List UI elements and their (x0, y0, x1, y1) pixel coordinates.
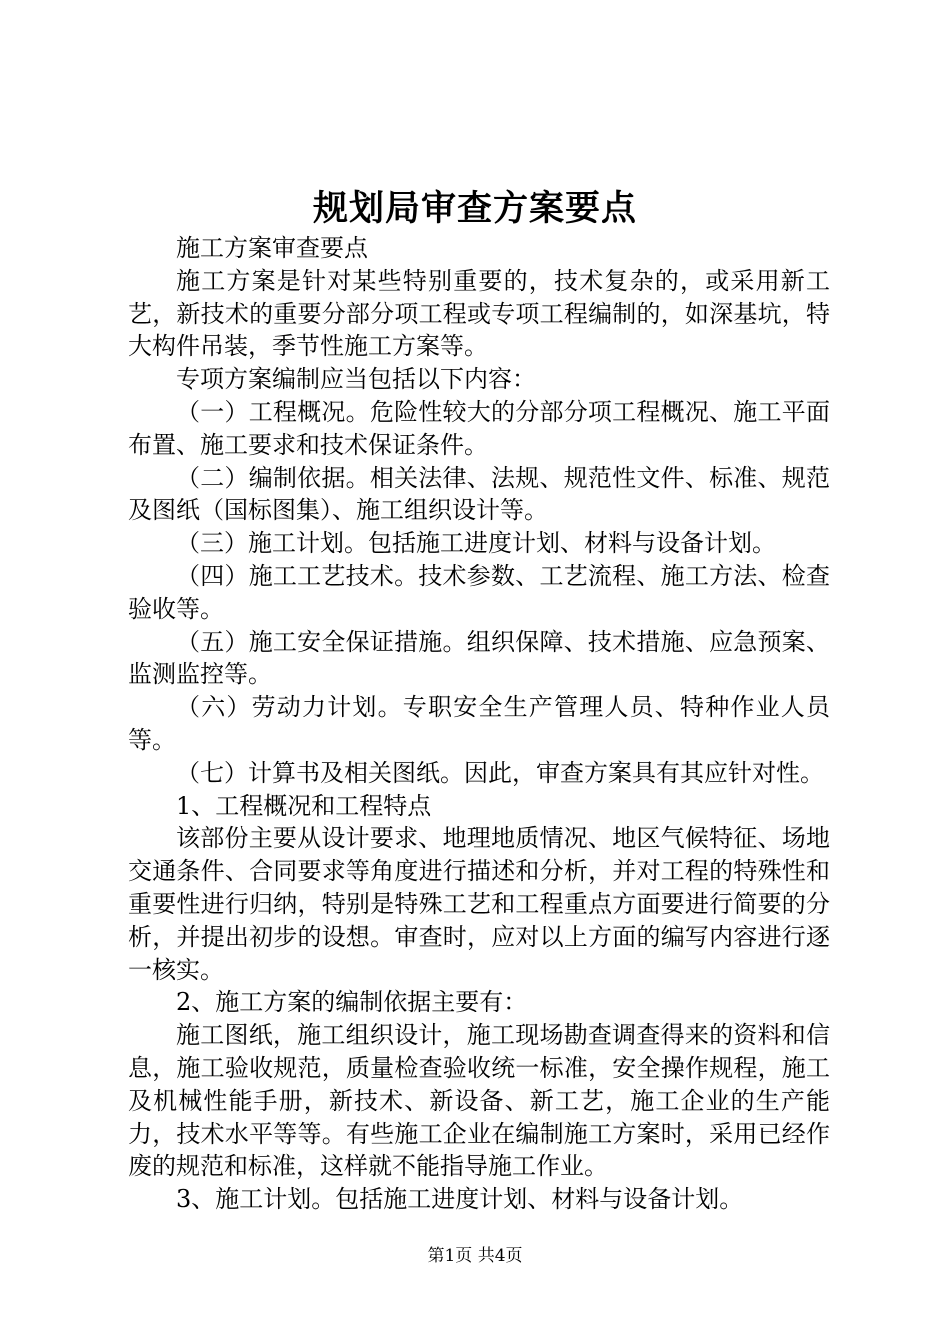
paragraph: 施工方案审查要点 (176, 234, 368, 262)
paragraph: 施工方案是针对某些特别重要的，技术复杂的，或采用新工艺，新技术的重要分部分项工程或专项工程编制的，如深基坑，特大构件吊装，季节性施工方案等。 (128, 266, 830, 361)
paragraph: 专项方案编制应当包括以下内容： (176, 365, 536, 394)
paragraph: 1、工程概况和工程特点 (176, 791, 432, 820)
paragraph: 该部份主要从设计要求、地理地质情况、地区气候特征、场地交通条件、合同要求等角度进行描述和分析，并对工程的特殊性和重要性进行归纳，特别是特殊工艺和工程重点方面要进行简要的分析，并提出初步的设想。审查时，应对以上方面的编写内容进行逐一核实。 (128, 824, 830, 984)
paragraph: （五）施工安全保证措施。组织保障、技术措施、应急预案、监测监控等。 (128, 627, 830, 689)
paragraph: （六）劳动力计划。专职安全生产管理人员、特种作业人员等。 (128, 693, 830, 754)
paragraph: （二）编制依据。相关法律、法规、规范性文件、标准、规范及图纸（国标图集）、施工组织设计等。 (128, 463, 830, 525)
paragraph: （七）计算书及相关图纸。因此，审查方案具有其应针对性。 (176, 758, 824, 787)
document-body (128, 232, 830, 1216)
paragraph: （四）施工工艺技术。技术参数、工艺流程、施工方法、检查验收等。 (128, 561, 830, 623)
page-number-footer: 第1页 共4页 (427, 1246, 523, 1266)
paragraph: 2、施工方案的编制依据主要有： (176, 988, 528, 1017)
document-title: 规划局审查方案要点 (312, 188, 637, 229)
paragraph: （三）施工计划。包括施工进度计划、材料与设备计划。 (176, 529, 776, 558)
paragraph: 3、施工计划。包括施工进度计划、材料与设备计划。 (176, 1185, 744, 1214)
paragraph: 施工图纸，施工组织设计，施工现场勘查调查得来的资料和信息，施工验收规范，质量检查验收统一标准，安全操作规程，施工及机械性能手册，新技术、新设备、新工艺，施工企业的生产能力，技术水平等等。有些施工企业在编制施工方案时，采用已经作废的规范和标准，这样就不能指导施工作业。 (128, 1021, 830, 1181)
paragraph: （一）工程概况。危险性较大的分部分项工程概况、施工平面布置、施工要求和技术保证条件。 (128, 397, 830, 459)
